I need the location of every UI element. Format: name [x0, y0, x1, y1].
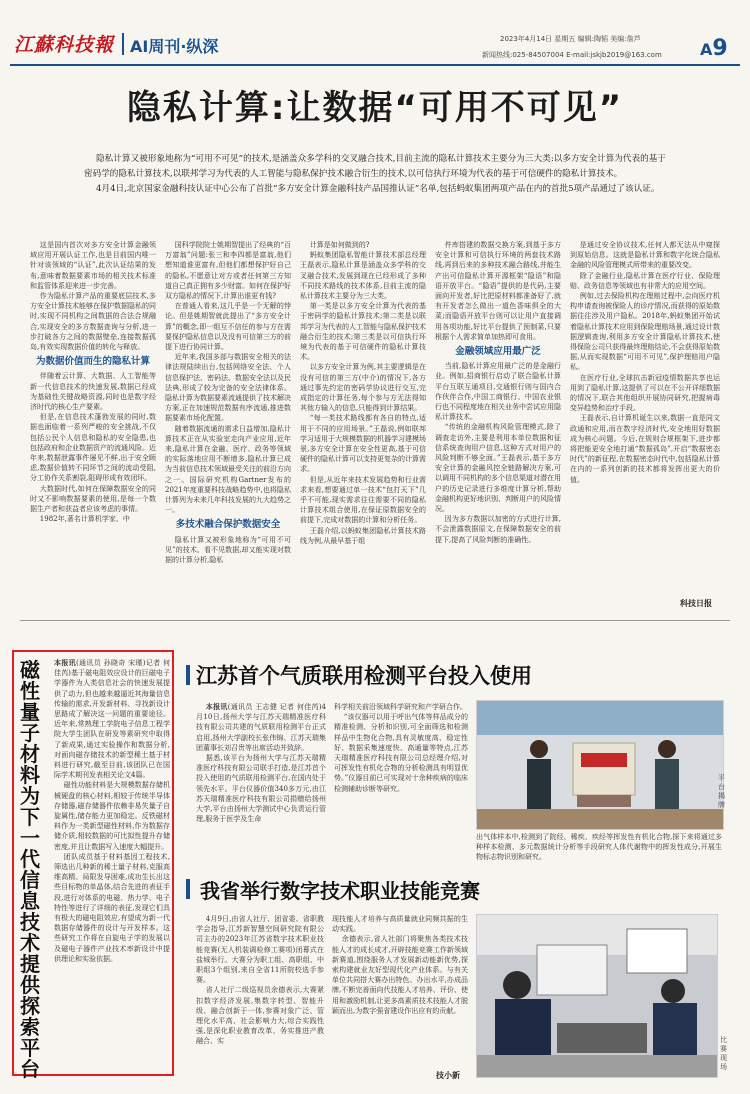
body-paragraph: 王磊表示,自计算机诞生以来,数据一直是同文政通和应用,而在数字经济时代,安全地用好数据成为核心问题。今后,在规则合规框架下,进步都将把能更安全地打通“数据孤岛”,开启“数据密态时代”的新征程,在数据密态时代中,包括隐私计算在内的一系列创新的技术都将发挥出更大的价值。: [570, 414, 720, 484]
main-column-4: [435, 240, 561, 610]
body-paragraph: 这是国内首次对多方安全计算金融领域应用开展认证工作,也是目前国内唯一针对该领域的“认证”,此次认证结果的发布,意味着数据要素市场的相关技术标准和监管体系迎来进一步完善。: [30, 241, 156, 290]
competition-photo-illustration: [477, 915, 717, 1077]
main-column-3: [300, 240, 426, 610]
body-paragraph: 但是,在信息技术蓬勃发展的同时,数据也面临着一系列严峻的安全挑战,不仅包括公民个人信息和隐私的安全隐患,也包括政府和企业数据资产的流通风险。近年来,数据泄露事件屡见不鲜,出于安全顾虑,数据价值转不同环节之间的流动受阻,分工协作关系割裂,阻碍形成有效闭环。: [30, 413, 156, 483]
masthead-rule: [10, 64, 740, 66]
body-paragraph: 蚂蚁集团隐私智能计算技术部总经理王磊表示,隐私计算是涵盖众多学科的交叉融合技术,发展到现在已经形成了多种不同技术路线的技术体系,目前主流的隐私计算技术主要分为三大类。: [300, 251, 426, 301]
byline-label: 本报讯: [205, 702, 228, 711]
article2-lead: [196, 702, 326, 753]
article2-column-3: [476, 832, 722, 864]
logo-divider: [122, 33, 124, 55]
article3-headline-bar: [186, 879, 190, 899]
article3-photo-caption: 比赛现场: [720, 1036, 727, 1071]
date-line: 2023年4月14日 星期五 编辑:陶韬 美编:詹芦: [500, 35, 641, 43]
body-paragraph: 除了金融行业,隐私计算在医疗行业、保险理赔、政务信息等领域也有非常大的应用空间。: [570, 271, 720, 290]
main-column-2: [165, 240, 291, 610]
body-paragraph: 团队成员基于材料基因工程技术,筛选出几种新的稀土量子材料,克服高维高精、局限发导困难,成功生长出这些目标物的单晶体,结合先进的表征手段,进行对体系的电磁、热力学、电子特性等进行了详细的表征,发现它们具有极大的磁电阻效应,有望成为新一代数据存储器件的设计与开发样本。这些研究工作将在自旋电子学的发展以及磁电子器件产业技术率新设计中提供理论和实验依据。: [54, 852, 170, 963]
body-paragraph: 国科学院院士姚期智提出了经典的“百万富翁”问题:张三和李四都是富翁,他们想知道谁更富有,但他们都想保护好自己的隐私,不愿意让对方或者任何第三方知道自己真正拥有多少财富。如何在保护好双方隐私的情况下,计算出谁更有钱?: [165, 241, 291, 301]
body-paragraph: 是通过安全协议技术,任何人都无法从中窥探到原始信息。这就是隐私计算和数字化统合隐私金融的风险管理模式所带来的重要改变。: [570, 241, 720, 270]
contact-line: 新闻热线:025-84507004 E-mail:jskjb2019@163.com: [482, 51, 662, 59]
body-paragraph: 以多方安全计算为例,其主要逻辑是在没有可信的第三方(中介)的情况下,各方通过事先约定的密码学协议进行交互,完成指定的计算任务,每个参与方无法得知其他方输入的信息,只能得到计算结果。: [300, 363, 426, 413]
body-paragraph: 件库搭建的数据交换方案,到基于多方安全计算和可信执行环境的两套技术路线,再到后来的多种技术融合路线,并能生产出可信隐私计算开源框架“隐语”和隐语开放平台。“隐语”提供的是代码,主要面向开发者,好比把原材料都准备好了,就有开发者怎么做出一道色香味俱全的大菜;而隐语开放平台则可以让用户直接调用各项功能,好比平台提供了预制菜,只要根据个人需求简单加热即可食用。: [435, 241, 561, 341]
body-paragraph: 在医疗行业,全球抗击新冠疫情数据共享也运用到了隐私计算,这提供了可以在不公开详细数据的情况下,联合其他组织开展协同研究,把握病毒变异趋势和治疗手段。: [570, 373, 720, 413]
article3-column-1: [196, 914, 324, 1082]
body-paragraph: 因为多方数据以加密的方式进行计算,不会泄露数据原文,在保障数据安全的前提下,提高了风险判断的准确性。: [435, 515, 561, 544]
sidebar-article-box: [12, 650, 174, 1081]
body-paragraph: 1982年,著名计算机学家、中: [39, 515, 130, 524]
body-paragraph: “该仪器可以用于呼出气体等样品成分的精准检测、分析和识别,可全面筛选和检测样品中生物化合物,具有灵敏度高、稳定性好、数据采集速度快、高通量等特点,江苏天瑞精准医疗科技有限公司总经理介绍,对可挥发性有机化合物的分析检测具有明显优势。”仪器目前已可实现对十余种疾病的临床检测辅助诊断等研究。: [334, 713, 468, 793]
page-digit: 9: [712, 36, 728, 61]
body-paragraph: 隐私计算又被形象地称为“可用不可见”的技术。看不见数据,却又能实现对数据的计算分析,隐私: [165, 535, 291, 565]
article3-column-2: [332, 914, 468, 1072]
body-paragraph: 伴随着云计算、大数据、人工智能等新一代信息技术的快速发展,数据已经成为基础性关键战略资源,同时也是数字经济时代的核心生产要素。: [30, 372, 156, 412]
subheading: 多技术融合保护数据安全: [175, 519, 281, 531]
main-column-1: [30, 240, 156, 610]
body-paragraph: 王磊介绍,以蚂蚁集团隐私计算技术路线为例,从最早基于组: [300, 526, 426, 545]
page-letter: A: [700, 40, 713, 59]
body-paragraph: 4月9日,由省人社厅、团省委、省职教学会指导,江苏新智慧空间研究院有限公司主办的2023年江苏省数字技术职业技能竞赛(无人机装调检修工赛项)闭幕式在盐城举行。大赛分为职工组、高职组、中职组3个组别,来自全省11所院校选手参赛。: [196, 915, 324, 985]
subheading: 为数据价值而生的隐私计算: [35, 356, 150, 368]
byline-text: (通讯员 孙晓奇 宋瑾)记者 何佳芮)基于磁电阻效应设计的巨磁电子学器件为人类信息社会的快速发展提供了动力,但也越来越逼近其海量信息传输的需求,开发新材料、寻找新设计思路成了解决这一问题的重要途径。近年来,常熟理工学院电子信息工程学院大学生团队在研发等素研究中取得了新成果,通过实验操作和数据分析,对面向磁存储技术的新型稀土基于材料进行研究,截至目前,该团队已在国际学术期刊发表相关论文4篇。: [54, 659, 170, 780]
sidebar-vertical-title: 磁性量子材料为下一代信息技术提供探索平台: [20, 658, 40, 1081]
article3-reporter: 技小新: [436, 1071, 460, 1080]
body-paragraph: 例如,过去保险机构在理赔过程中,会向医疗机构申请查询被保险人的诊疗情况,而获得的原始数据往往涉及用户隐私。2018年,蚂蚁集团开始试着隐私计算技术应用到保险理赔场景,通过设计数据逻辑查询,利用多方安全计算隐私计算技术,使得保险公司只获得最终理赔结论,不会获得原始数据,从而实现数据“可用不可见”,保护理赔用户隐私。: [570, 292, 720, 372]
lead-paragraph: 隐私计算又被形象地称为“可用不可见”的技术,是涵盖众多学科的交叉融合技术,目前主流的隐私计算技术主要分为三大类:以多方安全计算为代表的基于密码学的隐私计算技术,以联邦学习为代表的人工智能与隐私保护技术融合衍生的技术,以可信执行环境为代表的基于可信硬件的隐私计算技术。: [84, 154, 666, 179]
body-paragraph: 余德表示,省人社部门将聚焦各类技术技能人才的成长成才,开辟技能竞赛工作新领域新赛道,围绕服务人才发展新动能新优势,探索构建就业友好型现代化产业体系。与有关单位共同搭大赛办出特色、办出水平,办成品牌,不断完善面向代技能人才培养、评价、使用和激励机制,让更多高素质技术技能人才脱颖而出,为数字强省建设作出应有的贡献。: [332, 935, 468, 1015]
body-paragraph: 大数据时代,如何在保障数据安全的同时又不影响数据要素的使用,是每一个数据生产者和获益者应该考虑的事情。: [30, 484, 156, 514]
body-paragraph: 第一类是以多方安全计算为代表的基于密码学的隐私计算技术;第二类是以联邦学习为代表的人工智能与隐私保护技术融合衍生的技术;第三类是以可信执行环境为代表的基于可信硬件的隐私计算技术。: [300, 302, 426, 362]
masthead: [10, 0, 740, 66]
body-paragraph: “传统的金融机构风险管理模式,除了调查走访外,主要是利用本单位数据和征信系统查询用户信息,这种方式对用户的风险判断不够全面。”王磊表示,基于多方安全计算的金融风控全链路解决方案,可以调用不同机构的多个信息渠道对潜在用户的历史记录进行多维度计算分析,帮助金融机构更好地识别、判断用户的风险情况。: [435, 423, 561, 514]
newspaper-logo: 江蘇科技報: [14, 34, 115, 56]
article2-photo-caption: 平台揭牌: [718, 774, 725, 809]
body-paragraph: 出气体样本中,检测到了院经、稀疾、疾经等挥发性有机化合物,探下来将通过多种样本检测、多元数据统计分析等手段研究人体代谢物中的挥发性成分,开展生物标志物识别和研究。: [476, 833, 722, 862]
body-paragraph: 据悉,该平台为扬州大学与江苏天瑞精准医疗科技有限公司联手打造,是江苏首个投入使用的气质联用检测平台,在国内处于领先水平。平台仪器价值340多万元,由江苏天瑞精准医疗科技有限公司捐赠给扬州大学,平台由扬州大学测试中心负责运行管理,服务于医学及生命: [196, 754, 326, 824]
body-paragraph: 磁性功能材料是大规模数据存储机械硬盘的核心材料,相较于传统半导体存储器,磁存储器件依赖非易失量子自旋属性,储存能力更加稳定。反铁磁材料作为一类新型磁性材料,作为数据存储介质,相较数据的可比拟性提升存储密度,并且让数据写入速度大幅提升。: [54, 781, 170, 851]
lead-paragraph: 4月4日,北京国家金融科技认证中心公布了首批“多方安全计算金融科技产品国推认证”名单,包括蚂蚁集团两项产品在内的首批5项产品通过了该认证。: [96, 184, 660, 194]
byline-text: (通讯员 王志健 记者 何佳芮)4月10日,扬州大学与江苏天瑞精准医疗科技有限公司共建的气质联用检测平台正式启用,扬州大学副校长张伟锦、江苏天瑞集团董事长刘召贵等出席活动并致辞。: [196, 703, 326, 752]
unveiling-photo-illustration: [477, 701, 723, 829]
byline-label: 本报讯: [54, 658, 76, 667]
sidebar-body: [54, 658, 170, 1070]
main-column-5: [570, 240, 720, 598]
article2-column-2: [334, 702, 468, 857]
body-paragraph: 作为隐私计算产品的重要底层技术,多方安全计算技术能够在保护数据隐私的同时,实现不同机构之间数据的合法合规融合,实现安全的多方数据查询与分析,进一步打破各方之间的数据壁垒,连接数据孤岛,有效实现数据价值的转化与释放。: [30, 292, 156, 352]
article2-photo: [476, 700, 724, 830]
body-paragraph: 现技能人才培养与高质量就业同频共振的生动实践。: [332, 915, 468, 934]
sidebar-lead: [54, 658, 170, 780]
body-paragraph: 计算是如何做到的?: [309, 241, 370, 249]
body-paragraph: 当前,隐私计算应用最广泛的是金融行业。例如,招商银行启动了联合隐私计算平台互联互通项目,交通银行则与国内合作伙伴合作,中国工商银行、中国农业银行也不同程度地在相关业务中尝试应用隐私计算技术。: [435, 362, 561, 422]
body-paragraph: 近年来,我国多部与数据安全相关的法律法规陆续出台,包括网络安全法、个人信息保护法、密码法、数据安全法以及民法典,形成了较为完备的安全法律体系。隐私计算为数据要素流通提供了技术解决方案,正在加速规范数据有序流通,推进数据要素市场化配置。: [165, 353, 291, 423]
body-paragraph: 但是,从近年来技术发展趋势和行业需求来看,想要通过单一技术“包打天下”几乎不可能,现实需求往往需要不同的隐私计算技术组合使用,在保证原数据安全的前提下,完成对数据的计算和分析任务。: [300, 475, 426, 525]
body-paragraph: 在普通人看来,这几乎是一个无解的悖论。但是姚期智就此提出了“多方安全计算”的概念,即一组互不信任的参与方在需要保护隐私信息以及没有可信第三方的前提下进行协同计算。: [165, 302, 291, 352]
article3-headline: 我省举行数字技术职业技能竞赛: [200, 879, 480, 903]
body-paragraph: 随着数据流通的需求日益增加,隐私计算技术正在从实验室走向产业应用,近年来,隐私计算在金融、医疗、政务等领域的实际落地应用不断增多,隐私计算已成为当前信息技术领域最受关注的前沿方向之一。国际研究机构Gartner发布的2021年度重要科技战略趋势中,也将隐私计算列为未来几年科技发展的九大趋势之一。: [165, 424, 291, 515]
article-credit: 科技日报: [680, 599, 712, 608]
page-number: [700, 36, 728, 61]
section-title: AI周刊·纵深: [130, 37, 219, 56]
subheading: 金融领域应用最广泛: [455, 346, 541, 358]
body-paragraph: “每一类技术路线都有各自的特点,适用于不同的应用场景。”王磊说,例如联邦学习适用于大规模数据的机器学习建模场景,多方安全计算在安全性更高,基于可信硬件的隐私计算可以支持更复杂的计算需求。: [300, 414, 426, 474]
main-lead: [84, 152, 666, 197]
main-headline: 隐私计算:让数据“可用不可见”: [126, 88, 624, 128]
body-paragraph: 省人社厅二级巡视员余德表示,大赛紧扣数字经济发展,集数字转型、智能升级、融合创新于一体,参赛对象广泛、管理化水平高、社会影响力大,综合实践性强,是深化职业教育改革、务实推进产教融合、实: [196, 986, 324, 1046]
body-paragraph: 科学相关前沿领域科学研究和产学研合作。: [334, 703, 467, 711]
section-divider: [20, 620, 730, 621]
article2-column-1: [196, 702, 326, 852]
article3-photo: [476, 914, 718, 1078]
article2-headline: 江苏首个气质联用检测平台投入使用: [196, 664, 532, 688]
article2-headline-bar: [186, 665, 190, 685]
